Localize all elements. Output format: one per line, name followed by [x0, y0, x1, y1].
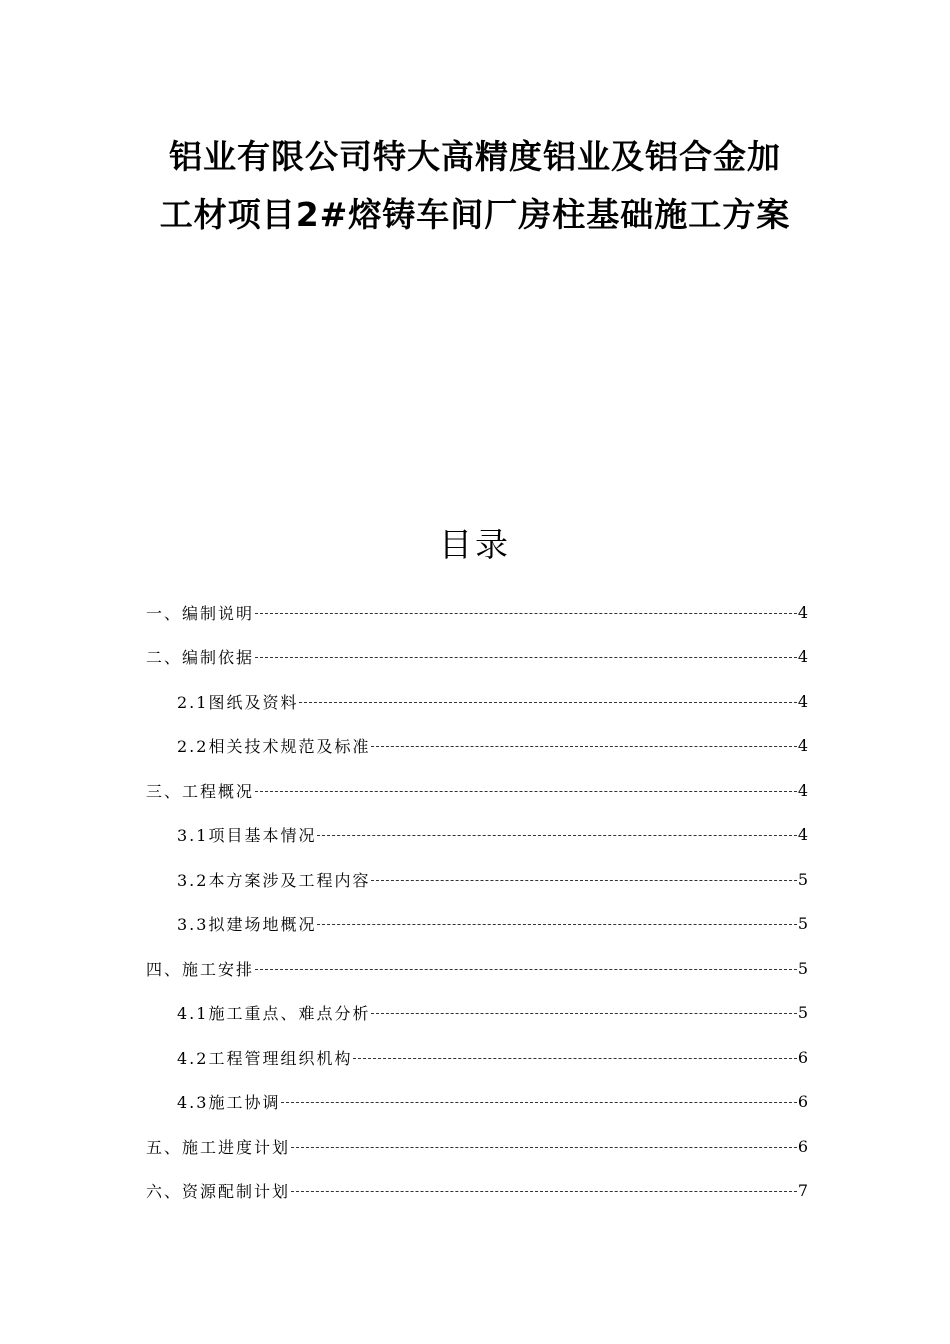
toc-item[interactable] — [146, 813, 808, 858]
toc-item-label: 3.1项目基本情况 — [177, 826, 317, 846]
toc-item[interactable] — [146, 857, 808, 902]
toc-item-label: 4.1施工重点、难点分析 — [177, 1004, 371, 1024]
toc-dotted-leader — [291, 1191, 797, 1192]
toc-item[interactable] — [146, 768, 808, 813]
toc-dotted-leader — [255, 613, 797, 614]
toc-item-label: 2.2相关技术规范及标准 — [177, 737, 371, 757]
toc-item-page: 4 — [797, 825, 808, 845]
document-title-line-2: 工材项目2#熔铸车间厂房柱基础施工方案 — [159, 195, 791, 234]
toc-item[interactable] — [146, 1124, 808, 1169]
toc-item[interactable] — [146, 1035, 808, 1080]
toc-item[interactable] — [146, 946, 808, 991]
toc-dotted-leader — [291, 1147, 797, 1148]
toc-item[interactable] — [146, 991, 808, 1036]
toc-dotted-leader — [317, 924, 796, 925]
toc-dotted-leader — [317, 835, 796, 836]
toc-item-label: 3.3拟建场地概况 — [177, 915, 317, 935]
toc-item[interactable] — [146, 679, 808, 724]
toc-item-label: 五、施工进度计划 — [146, 1137, 291, 1157]
toc-item[interactable] — [146, 902, 808, 947]
toc-item[interactable] — [146, 724, 808, 769]
toc-item[interactable] — [146, 1080, 808, 1125]
toc-heading: 目录 — [439, 525, 511, 564]
toc-dotted-leader — [281, 1102, 796, 1103]
toc-item-label: 4.2工程管理组织机构 — [177, 1048, 353, 1068]
toc-dotted-leader — [371, 1013, 796, 1014]
toc-item-page: 4 — [797, 602, 808, 622]
document-title — [100, 128, 850, 244]
toc-item-page: 6 — [797, 1092, 808, 1112]
toc-item-page: 4 — [797, 647, 808, 667]
toc-item-label: 二、编制依据 — [146, 648, 255, 668]
toc-item-page: 4 — [797, 736, 808, 756]
toc-item-label: 3.2本方案涉及工程内容 — [177, 870, 371, 890]
toc-item-page: 6 — [797, 1047, 808, 1067]
toc-item-label: 4.3施工协调 — [177, 1093, 281, 1113]
toc-dotted-leader — [371, 880, 796, 881]
toc-item-label: 四、施工安排 — [146, 959, 255, 979]
toc-item-page: 4 — [797, 780, 808, 800]
toc-dotted-leader — [299, 702, 796, 703]
toc-dotted-leader — [255, 969, 797, 970]
toc-item-page: 5 — [797, 958, 808, 978]
toc-item-page: 6 — [797, 1136, 808, 1156]
document-title-line-1: 铝业有限公司特大高精度铝业及铝合金加 — [169, 137, 781, 176]
toc-item-label: 六、资源配制计划 — [146, 1182, 291, 1202]
toc-item-page: 5 — [797, 1003, 808, 1023]
toc-item[interactable] — [146, 635, 808, 680]
toc-item-page: 5 — [797, 869, 808, 889]
toc-item[interactable] — [146, 590, 808, 635]
toc-dotted-leader — [255, 657, 797, 658]
toc-item[interactable] — [146, 1169, 808, 1214]
toc-dotted-leader — [353, 1058, 796, 1059]
toc-item-label: 一、编制说明 — [146, 603, 255, 623]
toc-dotted-leader — [371, 746, 796, 747]
table-of-contents — [146, 590, 808, 1213]
toc-item-label: 三、工程概况 — [146, 781, 255, 801]
toc-dotted-leader — [255, 791, 797, 792]
toc-item-label: 2.1图纸及资料 — [177, 692, 299, 712]
toc-item-page: 4 — [797, 691, 808, 711]
toc-item-page: 7 — [797, 1181, 808, 1201]
toc-item-page: 5 — [797, 914, 808, 934]
